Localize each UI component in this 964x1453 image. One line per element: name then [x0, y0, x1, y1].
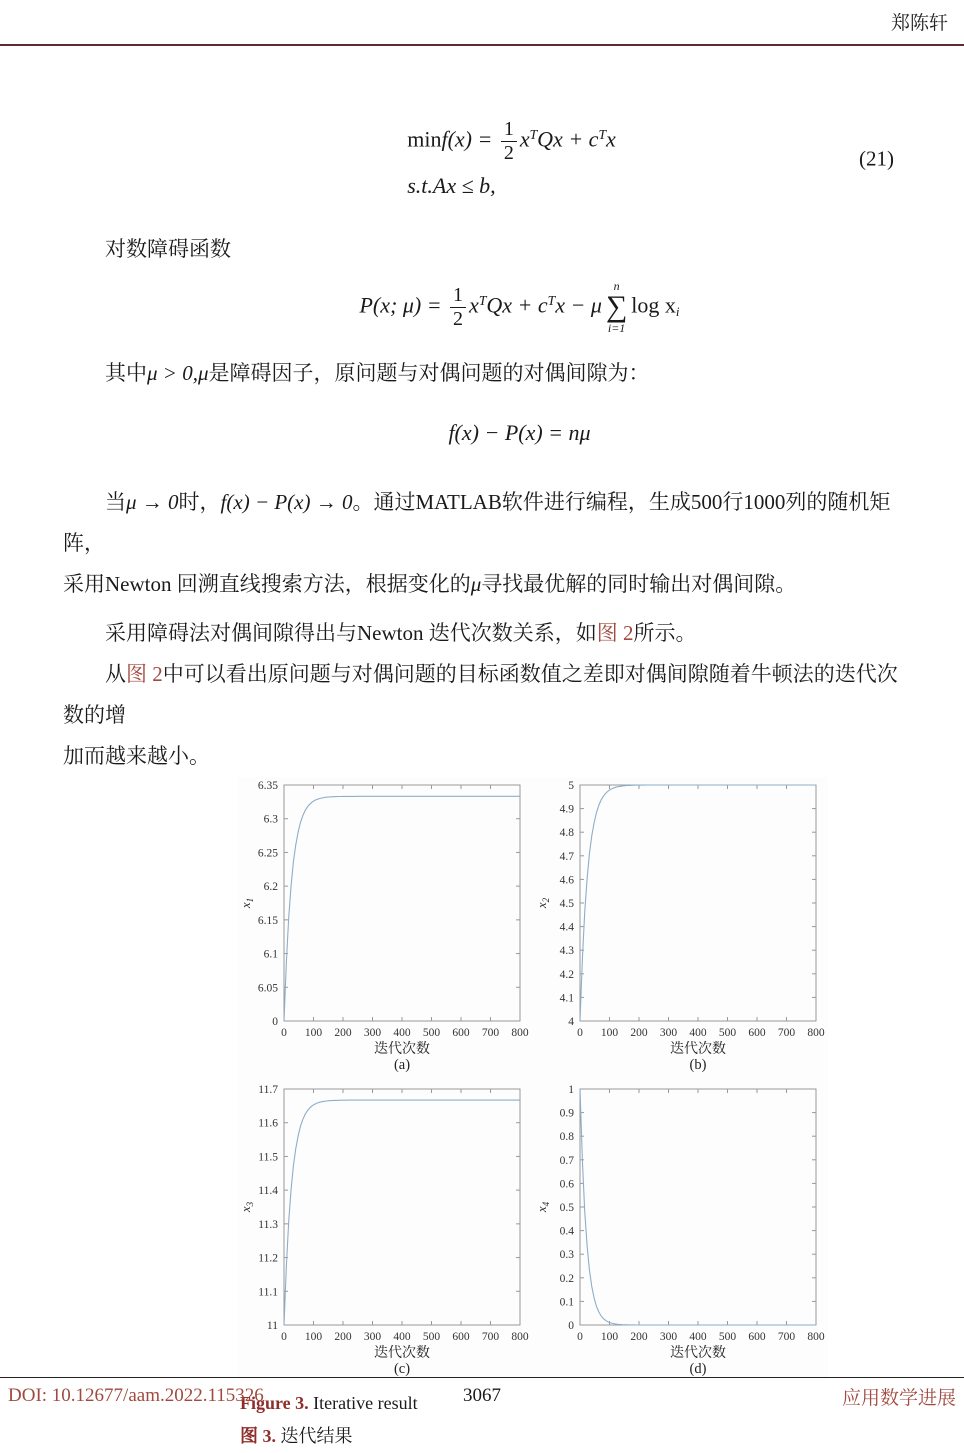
- svg-text:4.1: 4.1: [559, 992, 574, 1005]
- svg-text:4.2: 4.2: [559, 968, 574, 981]
- svg-text:600: 600: [452, 1330, 470, 1343]
- svg-text:4.7: 4.7: [559, 850, 574, 863]
- series-line: [284, 1100, 520, 1325]
- svg-text:迭代次数: 迭代次数: [670, 1041, 726, 1055]
- svg-text:200: 200: [630, 1026, 648, 1039]
- svg-text:6.25: 6.25: [257, 847, 278, 860]
- svg-text:300: 300: [363, 1026, 382, 1039]
- svg-text:11.5: 11.5: [258, 1151, 278, 1164]
- svg-text:4.3: 4.3: [559, 945, 574, 958]
- equation-21-line1: minf(x) = $\frac{1}{2}$ $x^TQx + c^Tx$: [407, 118, 616, 164]
- svg-text:100: 100: [304, 1026, 323, 1039]
- svg-text:1: 1: [568, 1083, 574, 1096]
- equation-gap: f(x) − P(x) = nμ: [448, 419, 591, 445]
- figure-caption-en: Figure 3. Iterative result: [240, 1392, 418, 1413]
- header-rule: [0, 44, 964, 46]
- paragraph-observation: 从图 2中可以看出原问题与对偶问题的目标函数值之差即对偶间隙随着牛顿法的迭代次数的增 加而越来越小。: [63, 661, 898, 768]
- svg-text:500: 500: [422, 1330, 441, 1343]
- svg-text:11: 11: [266, 1319, 278, 1332]
- svg-text:800: 800: [807, 1026, 825, 1039]
- svg-text:4.9: 4.9: [559, 803, 574, 816]
- svg-text:800: 800: [511, 1330, 529, 1343]
- equation-penalty: P(x; μ) = $\frac{1}{2}$ $x^TQx + c^Tx - \mu$ n ∑ i=1 log xi: [359, 279, 680, 335]
- svg-text:迭代次数: 迭代次数: [670, 1345, 726, 1359]
- summation-operator: n ∑ i=1: [605, 279, 628, 335]
- svg-text:6.15: 6.15: [257, 914, 278, 927]
- series-line: [284, 796, 520, 1021]
- figure-2-reference[interactable]: 图 2: [126, 661, 163, 686]
- svg-text:200: 200: [334, 1026, 352, 1039]
- svg-text:400: 400: [393, 1330, 411, 1343]
- svg-text:600: 600: [748, 1026, 766, 1039]
- page-header: [0, 0, 964, 35]
- y-axis-label: $x_4$: [534, 1201, 551, 1213]
- page-footer: [0, 1377, 964, 1414]
- svg-text:200: 200: [334, 1330, 352, 1343]
- svg-text:4.4: 4.4: [559, 921, 574, 934]
- doi-link[interactable]: DOI: 10.12677/aam.2022.115326: [8, 1385, 264, 1406]
- svg-text:0.1: 0.1: [559, 1296, 574, 1309]
- svg-text:4.5: 4.5: [559, 897, 574, 910]
- figure-3: [238, 777, 828, 1381]
- svg-text:11.7: 11.7: [258, 1083, 278, 1096]
- svg-text:800: 800: [807, 1330, 825, 1343]
- svg-text:0.8: 0.8: [559, 1131, 574, 1144]
- svg-text:6.2: 6.2: [263, 881, 278, 894]
- subplot-a-chart: [238, 777, 530, 1055]
- svg-text:5: 5: [568, 779, 574, 792]
- svg-text:11.3: 11.3: [258, 1218, 278, 1231]
- svg-text:700: 700: [777, 1026, 796, 1039]
- svg-text:11.1: 11.1: [258, 1286, 278, 1299]
- svg-text:300: 300: [659, 1330, 678, 1343]
- min-operator: min: [407, 126, 442, 152]
- subplot-a: [238, 777, 530, 1077]
- paragraph-mu: 其中μ > 0,μ是障碍因子，原问题与对偶问题的对偶间隙为：: [105, 360, 650, 385]
- equation-number: (21): [859, 146, 894, 170]
- svg-text:300: 300: [363, 1330, 382, 1343]
- equation-21: [63, 118, 900, 199]
- subplot-a-caption: (a): [393, 1056, 411, 1073]
- svg-text:4.6: 4.6: [559, 874, 574, 887]
- svg-text:0: 0: [568, 1319, 574, 1332]
- svg-text:4.8: 4.8: [559, 827, 574, 840]
- svg-text:400: 400: [689, 1026, 707, 1039]
- svg-text:6.35: 6.35: [257, 779, 278, 792]
- svg-text:400: 400: [689, 1330, 707, 1343]
- journal-name: 应用数学进展: [841, 1387, 956, 1409]
- fraction: $\frac{1}{2}$: [501, 118, 517, 165]
- y-axis-label: $x_2$: [534, 897, 551, 909]
- subplot-d-chart: [534, 1081, 826, 1359]
- svg-text:700: 700: [481, 1026, 500, 1039]
- subplot-b: [534, 777, 826, 1077]
- svg-text:600: 600: [748, 1330, 766, 1343]
- svg-text:400: 400: [393, 1026, 411, 1039]
- svg-text:4: 4: [568, 1015, 574, 1028]
- y-axis-label: $x_1$: [238, 897, 255, 909]
- svg-text:11.4: 11.4: [258, 1185, 278, 1198]
- svg-text:100: 100: [304, 1330, 323, 1343]
- svg-text:600: 600: [452, 1026, 470, 1039]
- svg-text:500: 500: [422, 1026, 441, 1039]
- svg-text:700: 700: [481, 1330, 500, 1343]
- author-name: 郑陈轩: [890, 13, 948, 34]
- svg-text:0.2: 0.2: [559, 1272, 574, 1285]
- svg-text:11.6: 11.6: [258, 1117, 278, 1130]
- subplot-c-chart: [238, 1081, 530, 1359]
- svg-text:6.3: 6.3: [263, 813, 278, 826]
- svg-text:0: 0: [281, 1026, 287, 1039]
- subplot-d: [534, 1081, 826, 1381]
- paragraph-barrier-function: 对数障碍函数: [105, 237, 231, 261]
- subplot-c-caption: (c): [393, 1360, 411, 1377]
- subplot-b-caption: (b): [689, 1056, 707, 1073]
- svg-text:100: 100: [600, 1330, 619, 1343]
- svg-text:0: 0: [577, 1330, 583, 1343]
- svg-text:0.5: 0.5: [559, 1201, 574, 1214]
- page-number: 3067: [463, 1385, 501, 1406]
- y-axis-label: $x_3$: [238, 1201, 255, 1213]
- svg-text:0.6: 0.6: [559, 1178, 574, 1191]
- svg-text:200: 200: [630, 1330, 648, 1343]
- svg-text:0: 0: [281, 1330, 287, 1343]
- paragraph-newton: 当μ → 0时，f(x) − P(x) → 0。通过MATLAB软件进行编程，生成500行1000列的随机矩阵， 采用Newton 回溯直线搜索方法，根据变化的μ寻找最优解的同时输出对偶间隙。: [63, 489, 891, 596]
- svg-text:0.3: 0.3: [559, 1249, 574, 1262]
- figure-caption-zh: 图 3. 迭代结果: [240, 1425, 353, 1446]
- svg-text:300: 300: [659, 1026, 678, 1039]
- fraction: $\frac{1}{2}$: [450, 284, 466, 331]
- svg-text:0.7: 0.7: [559, 1154, 574, 1167]
- svg-text:迭代次数: 迭代次数: [374, 1345, 430, 1359]
- svg-text:迭代次数: 迭代次数: [374, 1041, 430, 1055]
- svg-text:500: 500: [718, 1026, 737, 1039]
- subplot-c: [238, 1081, 530, 1381]
- svg-text:100: 100: [600, 1026, 619, 1039]
- equation-21-line2: s.t.Ax ≤ b,: [407, 173, 496, 198]
- svg-text:500: 500: [718, 1330, 737, 1343]
- svg-text:0: 0: [272, 1015, 278, 1028]
- svg-text:800: 800: [511, 1026, 529, 1039]
- figure-2-reference[interactable]: 图 2: [596, 620, 634, 645]
- svg-text:0.9: 0.9: [559, 1107, 574, 1120]
- series-line: [580, 1089, 816, 1325]
- subplot-b-chart: [534, 777, 826, 1055]
- paragraph-figure-ref: 采用障碍法对偶间隙得出与Newton 迭代次数关系，如图 2所示。: [105, 620, 697, 645]
- svg-text:6.05: 6.05: [257, 982, 278, 995]
- series-line: [580, 785, 816, 1021]
- subplot-d-caption: (d): [689, 1360, 707, 1377]
- svg-text:0.4: 0.4: [559, 1225, 574, 1238]
- svg-text:0: 0: [577, 1026, 583, 1039]
- svg-text:6.1: 6.1: [263, 948, 278, 961]
- svg-text:11.2: 11.2: [258, 1252, 278, 1265]
- svg-text:700: 700: [777, 1330, 796, 1343]
